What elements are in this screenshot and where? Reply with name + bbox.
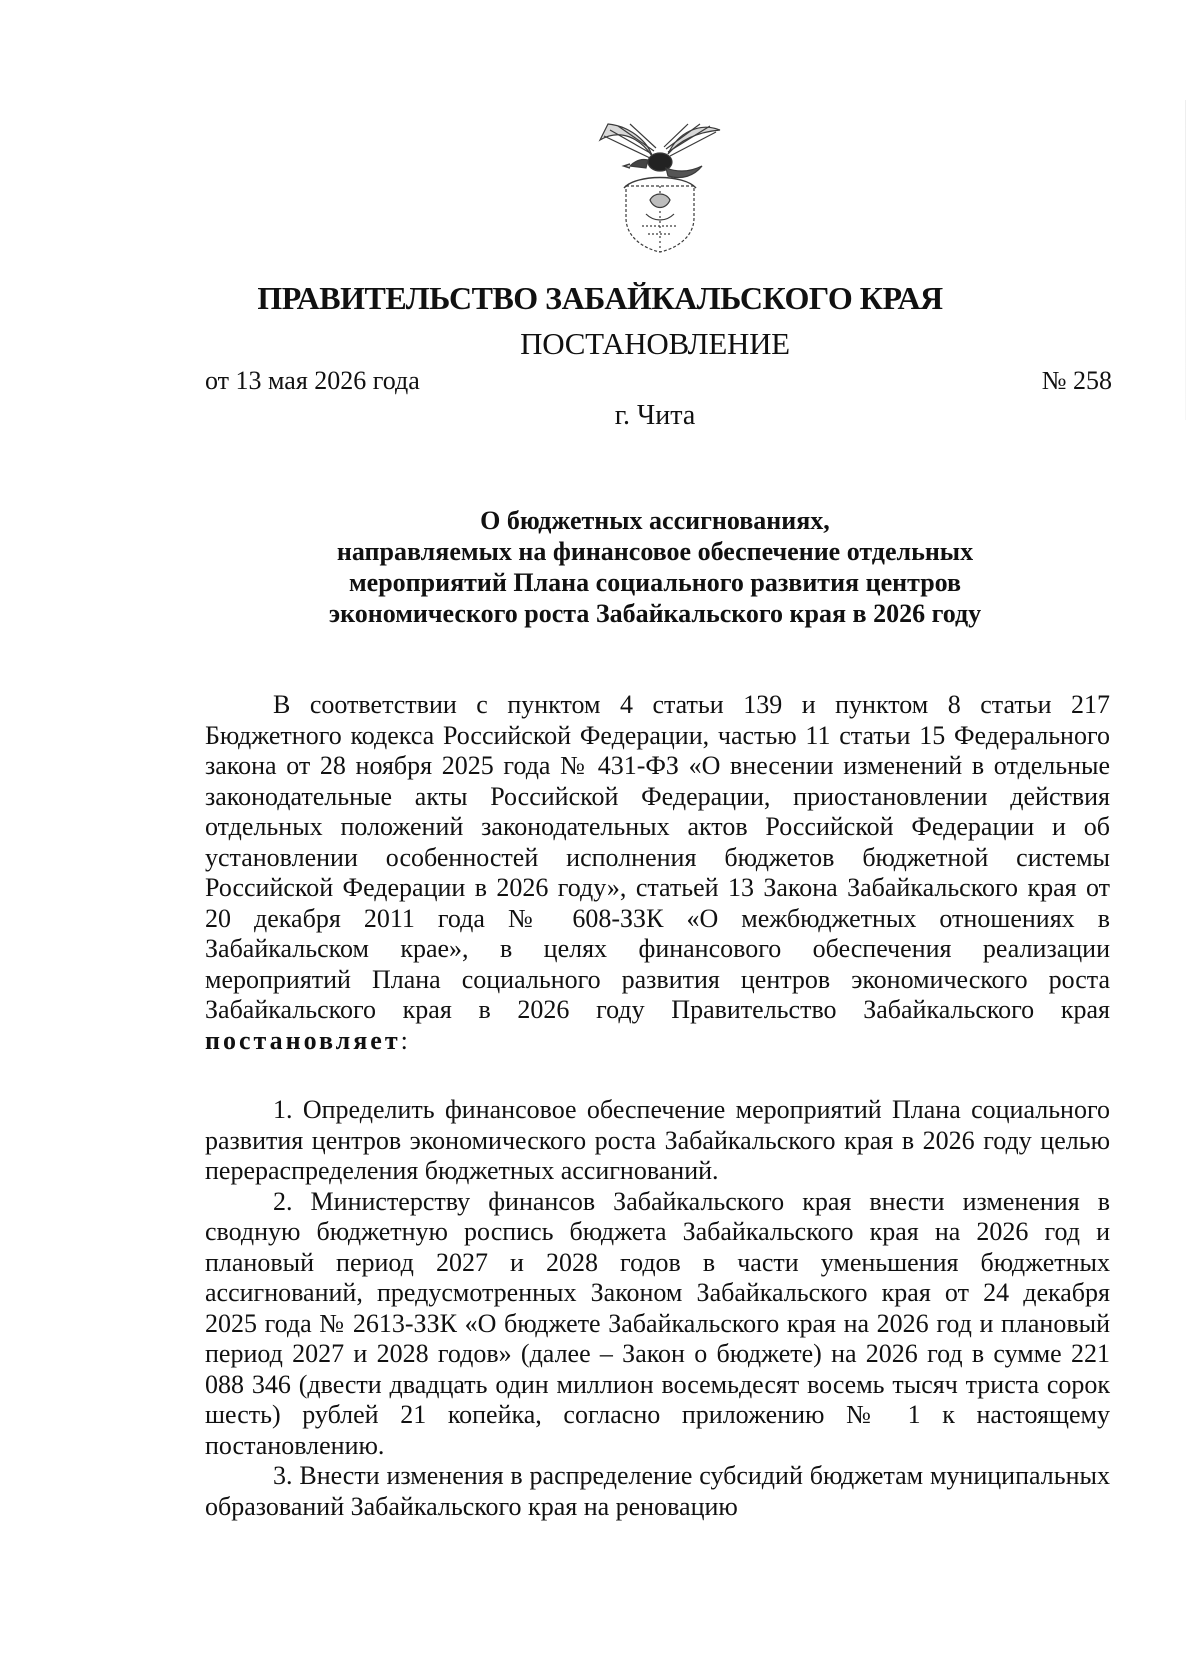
document-number: № 258 — [1041, 366, 1112, 395]
government-title: ПРАВИТЕЛЬСТВО ЗАБАЙКАЛЬСКОГО КРАЯ — [257, 280, 943, 316]
subject-line: экономического роста Забайкальского края в 2026 году — [328, 599, 982, 628]
preamble-paragraph — [205, 690, 1110, 1056]
coat-of-arms-icon — [590, 118, 730, 258]
subject-line: О бюджетных ассигнованиях, — [480, 506, 830, 535]
resolution-item: 1. Определить финансовое обеспечение мероприятий Плана социального развития центров экономического роста Забайкальского края в 2026 году целью перераспределения бюджетных ассигнований. — [205, 1095, 1110, 1185]
resolution-item: 3. Внести изменения в распределение субсидий бюджетам муниципальных образований Забайкальского края на реновацию — [205, 1461, 1110, 1521]
resolves-colon: : — [400, 1025, 408, 1055]
document-city: г. Чита — [614, 400, 696, 431]
document-type: ПОСТАНОВЛЕНИЕ — [520, 326, 790, 361]
scan-edge-artifact — [1185, 100, 1186, 420]
preamble-text: В соответствии с пунктом 4 статьи 139 и пунктом 8 статьи 217 Бюджетного кодекса Российской Федерации, частью 11 статьи 15 Федерального закона от 28 ноября 2025 года № 431-ФЗ «О внесении изменений в отдельные законодательные акты Российской Федерации, приостановлении действия отдельных положений законодательных актов Российской Федерации и об установлении особенностей исполнения бюджетов бюджетной системы Российской Федерации в 2026 году», статьей 13 Закона Забайкальского края от 20 декабря 2011 года № 608-ЗЗК «О межбюджетных отношениях в Забайкальском крае», в целях финансового обеспечения реализации мероприятий Плана социального развития центров экономического роста Забайкальского края в 2026 году Правительство Забайкальского края — [205, 690, 1110, 1024]
resolution-items — [205, 1095, 1110, 1522]
resolution-item: 2. Министерству финансов Забайкальского края внести изменения в сводную бюджетную роспись бюджета Забайкальского края на 2026 год и плановый период 2027 и 2028 годов в части уменьшения бюджетных ассигнований, предусмотренных Законом Забайкальского края от 24 декабря 2025 года № 2613-ЗЗК «О бюджете Забайкальского края на 2026 год и плановый период 2027 и 2028 годов» (далее – Закон о бюджете) на 2026 год в сумме 221 088 346 (двести двадцать один миллион восемьдесят восемь тысяч триста сорок шесть) рублей 21 копейка, согласно приложению № 1 к настоящему постановлению. — [205, 1186, 1110, 1460]
document-subject — [200, 505, 1110, 629]
resolves-word: постановляет — [205, 1025, 401, 1055]
subject-line: мероприятий Плана социального развития центров — [348, 568, 962, 597]
preamble — [205, 690, 1110, 1056]
document-date: от 13 мая 2026 года — [205, 366, 420, 395]
subject-line: направляемых на финансовое обеспечение отдельных — [336, 537, 974, 566]
